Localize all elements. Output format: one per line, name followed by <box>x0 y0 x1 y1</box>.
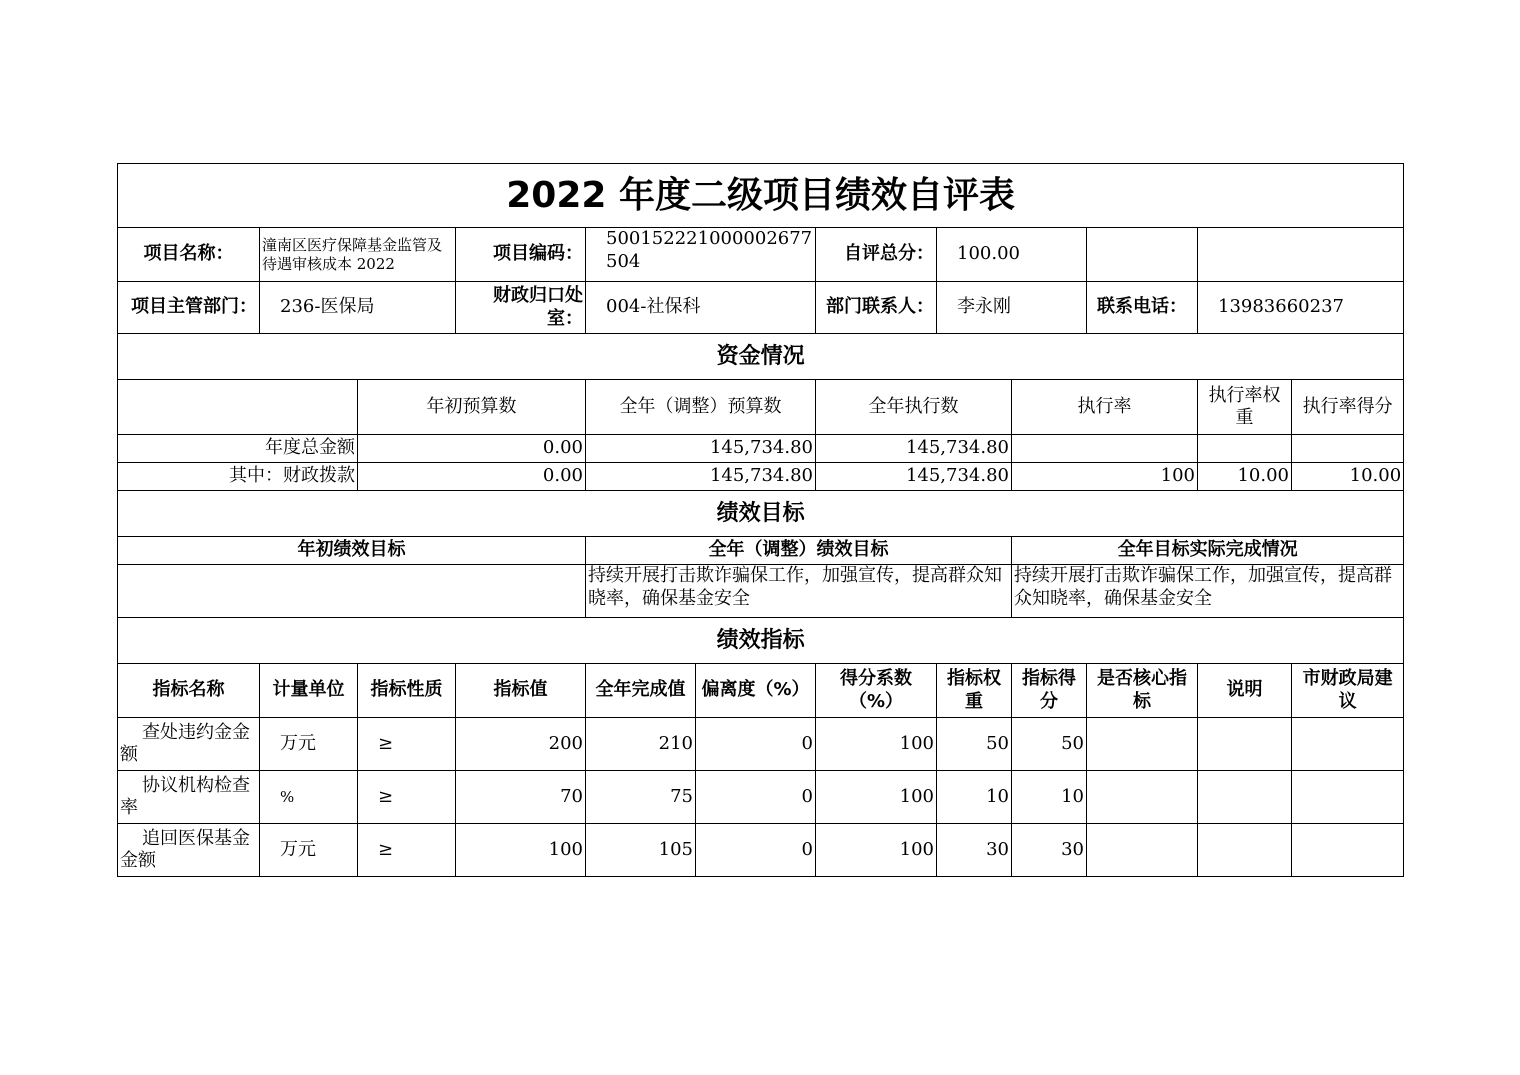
indicator-weight: 50 <box>937 718 1012 771</box>
funds-row-label: 其中：财政拨款 <box>118 463 358 491</box>
funds-executed: 145,734.80 <box>816 463 1012 491</box>
indicator-score: 30 <box>1012 824 1087 877</box>
indicator-header: 得分系数（%） <box>816 664 937 718</box>
indicator-score: 50 <box>1012 718 1087 771</box>
indicator-header: 偏离度（%） <box>696 664 816 718</box>
indicator-core <box>1087 718 1198 771</box>
finance-label: 财政归口处室： <box>456 282 586 334</box>
indicator-done: 210 <box>586 718 696 771</box>
evaluation-table <box>117 163 1404 877</box>
funds-score: 10.00 <box>1292 463 1404 491</box>
indicator-nature: ≥ <box>358 771 456 824</box>
indicator-name: 查处违约金金额 <box>118 718 260 771</box>
contact-label: 部门联系人： <box>816 282 937 334</box>
blank-cell <box>118 380 358 435</box>
project-code-value: 500152221000002677504 <box>586 228 816 282</box>
project-name-value: 潼南区医疗保障基金监管及待遇审核成本 2022 <box>260 228 456 282</box>
indicator-name: 追回医保基金金额 <box>118 824 260 877</box>
page-title: 2022 年度二级项目绩效自评表 <box>118 164 1404 228</box>
phone-label: 联系电话： <box>1087 282 1198 334</box>
indicator-coefficient: 100 <box>816 771 937 824</box>
indicator-header: 指标名称 <box>118 664 260 718</box>
indicator-value: 100 <box>456 824 586 877</box>
funds-header: 全年执行数 <box>816 380 1012 435</box>
funds-row-label: 年度总金额 <box>118 435 358 463</box>
funds-section-title: 资金情况 <box>118 334 1404 380</box>
indicator-deviation: 0 <box>696 824 816 877</box>
funds-initial: 0.00 <box>358 463 586 491</box>
indicator-header: 是否核心指标 <box>1087 664 1198 718</box>
goals-header: 年初绩效目标 <box>118 537 586 565</box>
indicator-header: 指标权重 <box>937 664 1012 718</box>
dept-value: 236-医保局 <box>260 282 456 334</box>
indicator-unit: 万元 <box>260 718 358 771</box>
funds-adjusted: 145,734.80 <box>586 435 816 463</box>
indicator-header: 指标值 <box>456 664 586 718</box>
table-row <box>118 824 1404 877</box>
goal-adjusted: 持续开展打击欺诈骗保工作，加强宣传，提高群众知晓率，确保基金安全 <box>586 565 1012 618</box>
indicator-core <box>1087 771 1198 824</box>
blank-cell <box>1198 228 1404 282</box>
indicator-header: 指标得分 <box>1012 664 1087 718</box>
indicator-weight: 10 <box>937 771 1012 824</box>
table-row <box>118 463 1404 491</box>
indicator-done: 105 <box>586 824 696 877</box>
goals-header: 全年（调整）绩效目标 <box>586 537 1012 565</box>
indicator-score: 10 <box>1012 771 1087 824</box>
table-row <box>118 435 1404 463</box>
dept-label: 项目主管部门： <box>118 282 260 334</box>
funds-header: 执行率权重 <box>1198 380 1292 435</box>
funds-weight <box>1198 435 1292 463</box>
goal-initial <box>118 565 586 618</box>
indicator-done: 75 <box>586 771 696 824</box>
funds-rate: 100 <box>1012 463 1198 491</box>
funds-initial: 0.00 <box>358 435 586 463</box>
indicator-note <box>1198 771 1292 824</box>
table-row <box>118 718 1404 771</box>
funds-executed: 145,734.80 <box>816 435 1012 463</box>
indicator-header: 说明 <box>1198 664 1292 718</box>
funds-header: 执行率得分 <box>1292 380 1404 435</box>
goal-actual: 持续开展打击欺诈骗保工作，加强宣传，提高群众知晓率，确保基金安全 <box>1012 565 1404 618</box>
indicator-header: 市财政局建议 <box>1292 664 1404 718</box>
indicator-advice <box>1292 718 1404 771</box>
finance-value: 004-社保科 <box>586 282 816 334</box>
indicator-note <box>1198 824 1292 877</box>
goals-section-title: 绩效目标 <box>118 491 1404 537</box>
phone-value: 13983660237 <box>1198 282 1404 334</box>
indicator-header: 全年完成值 <box>586 664 696 718</box>
funds-header: 执行率 <box>1012 380 1198 435</box>
project-code-label: 项目编码： <box>456 228 586 282</box>
indicator-deviation: 0 <box>696 718 816 771</box>
table-row <box>118 771 1404 824</box>
indicator-name: 协议机构检查率 <box>118 771 260 824</box>
funds-rate <box>1012 435 1198 463</box>
indicator-unit: % <box>260 771 358 824</box>
funds-adjusted: 145,734.80 <box>586 463 816 491</box>
score-label: 自评总分： <box>816 228 937 282</box>
funds-header: 全年（调整）预算数 <box>586 380 816 435</box>
indicators-section-title: 绩效指标 <box>118 618 1404 664</box>
contact-value: 李永刚 <box>937 282 1087 334</box>
score-value: 100.00 <box>937 228 1087 282</box>
indicator-header: 计量单位 <box>260 664 358 718</box>
indicator-unit: 万元 <box>260 824 358 877</box>
funds-weight: 10.00 <box>1198 463 1292 491</box>
indicator-value: 200 <box>456 718 586 771</box>
indicator-nature: ≥ <box>358 718 456 771</box>
indicator-note <box>1198 718 1292 771</box>
project-name-label: 项目名称： <box>118 228 260 282</box>
indicator-advice <box>1292 824 1404 877</box>
indicator-weight: 30 <box>937 824 1012 877</box>
indicator-coefficient: 100 <box>816 824 937 877</box>
indicator-core <box>1087 824 1198 877</box>
indicator-header: 指标性质 <box>358 664 456 718</box>
indicator-nature: ≥ <box>358 824 456 877</box>
funds-score <box>1292 435 1404 463</box>
indicator-value: 70 <box>456 771 586 824</box>
indicator-coefficient: 100 <box>816 718 937 771</box>
funds-header: 年初预算数 <box>358 380 586 435</box>
indicator-deviation: 0 <box>696 771 816 824</box>
evaluation-sheet <box>117 163 1403 877</box>
indicator-advice <box>1292 771 1404 824</box>
goals-header: 全年目标实际完成情况 <box>1012 537 1404 565</box>
blank-cell <box>1087 228 1198 282</box>
